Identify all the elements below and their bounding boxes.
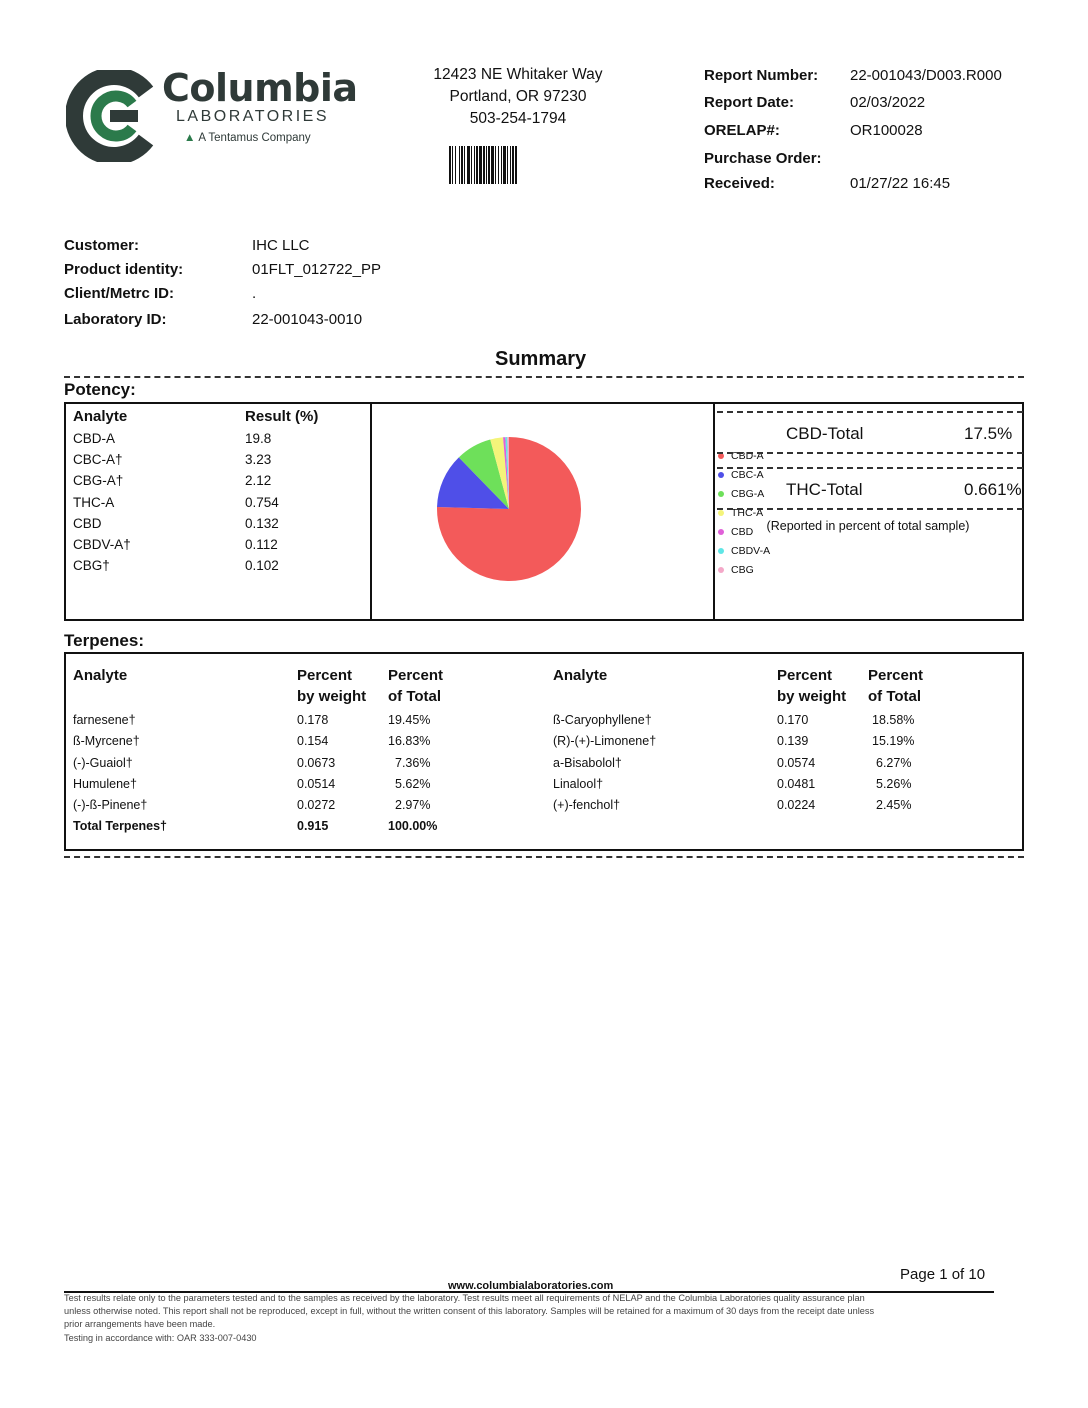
terp-total: 6.27% xyxy=(876,756,912,770)
terp-analyte: a-Bisabolol† xyxy=(553,756,622,770)
terp-total: 2.45% xyxy=(876,798,912,812)
terp-weight: 0.170 xyxy=(777,713,809,727)
cbd-total-bottom-divider xyxy=(717,452,1023,454)
legend-swatch xyxy=(718,453,724,459)
purchase-order-label: Purchase Order: xyxy=(704,150,822,167)
footer-disclaimer-line3: prior arrangements have been made. xyxy=(64,1319,216,1329)
logo-tagline: ▲ A Tentamus Company xyxy=(184,132,311,144)
lab-phone: 503-254-1794 xyxy=(469,110,567,127)
terp-weight: 0.178 xyxy=(297,713,329,727)
legend-label: CBC-A xyxy=(731,469,764,481)
summary-title: Summary xyxy=(495,348,587,370)
potency-divider-1 xyxy=(370,404,372,619)
tentamus-leaf-icon: ▲ xyxy=(184,132,196,144)
terp-weight: 0.0574 xyxy=(777,756,816,770)
terpenes-title: Terpenes: xyxy=(64,631,144,650)
legend-swatch xyxy=(718,510,724,516)
terpenes-table xyxy=(64,652,1024,851)
legend-swatch xyxy=(718,567,724,573)
terp-total: 18.58% xyxy=(872,713,915,727)
orelap-value: OR100028 xyxy=(850,122,923,139)
terp-total-header-left: Percent of Total xyxy=(388,667,444,705)
thc-total-bottom-divider xyxy=(717,508,1023,510)
product-identity-label: Product identity: xyxy=(64,261,184,278)
logo-subtitle: LABORATORIES xyxy=(176,108,329,125)
terp-total-weight: 0.915 xyxy=(297,819,329,833)
report-number-label: Report Number: xyxy=(704,67,819,84)
customer-label: Customer: xyxy=(64,237,140,254)
terp-total: 5.26% xyxy=(876,777,912,791)
potency-table xyxy=(64,402,1024,621)
thc-total-label: THC-Total xyxy=(786,480,863,499)
columbia-c-logo-icon xyxy=(66,70,158,162)
potency-result: 19.8 xyxy=(245,431,272,446)
terp-weight: 0.154 xyxy=(297,734,329,748)
potency-analyte: CBD-A xyxy=(73,431,116,446)
legend-label: CBG-A xyxy=(731,488,765,500)
barcode-icon xyxy=(449,146,571,184)
legend-item-cbg xyxy=(718,564,754,576)
terp-weight: 0.0272 xyxy=(297,798,336,812)
terp-analyte: Linalool† xyxy=(553,777,604,791)
terp-analyte: ß-Caryophyllene† xyxy=(553,713,652,727)
laboratory-id-value: 22-001043-0010 xyxy=(252,311,363,328)
laboratory-id-label: Laboratory ID: xyxy=(64,311,167,328)
terp-weight-header-right: Percent by weight xyxy=(777,667,847,705)
logo-wordmark: Columbia xyxy=(162,66,358,110)
footer-testing-standard: Testing in accordance with: OAR 333-007-0430 xyxy=(64,1333,257,1343)
terp-total: 19.45% xyxy=(388,713,431,727)
report-date-value: 02/03/2022 xyxy=(850,94,926,111)
potency-analyte: CBG-A† xyxy=(73,473,124,488)
received-value: 01/27/22 16:45 xyxy=(850,175,951,192)
terp-weight: 0.0673 xyxy=(297,756,336,770)
terp-weight-header-left: Percent by weight xyxy=(297,667,367,705)
potency-result-header: Result (%) xyxy=(245,408,319,425)
terp-analyte: (-)-ß-Pinene† xyxy=(73,798,148,812)
thc-total-value: 0.661% xyxy=(964,480,1022,499)
thc-total-top-divider xyxy=(717,467,1023,469)
report-number-value: 22-001043/D003.R000 xyxy=(850,67,1002,84)
potency-title: Potency: xyxy=(64,380,136,399)
potency-analyte: CBC-A† xyxy=(73,452,123,467)
terp-analyte-header-left: Analyte xyxy=(73,667,128,684)
terp-total-header-right: Percent of Total xyxy=(868,667,924,705)
legend-label: CBD xyxy=(731,526,754,538)
terp-analyte: (-)-Guaiol† xyxy=(73,756,133,770)
terp-analyte: (+)-fenchol† xyxy=(553,798,621,812)
potency-analyte: CBG† xyxy=(73,558,110,573)
received-label: Received: xyxy=(704,175,775,192)
terp-total-analyte: Total Terpenes† xyxy=(73,819,168,833)
legend-item-cbdv-a xyxy=(718,545,770,557)
potency-analyte: THC-A xyxy=(73,495,115,510)
page-number: Page 1 of 10 xyxy=(900,1266,986,1283)
terp-total: 2.97% xyxy=(395,798,431,812)
cbd-total-label: CBD-Total xyxy=(786,424,864,443)
cbd-total-value: 17.5% xyxy=(964,424,1013,443)
potency-result: 3.23 xyxy=(245,452,272,467)
potency-result: 0.102 xyxy=(245,558,279,573)
report-date-label: Report Date: xyxy=(704,94,795,111)
terp-weight: 0.0481 xyxy=(777,777,816,791)
footer-disclaimer-line2: unless otherwise noted. This report shall not be reproduced, except in full, without the written consent of this laboratory. Samples will be retained for a maximum of 30 days from the receipt date unless xyxy=(64,1306,875,1316)
terp-total-total: 100.00% xyxy=(388,819,438,833)
legend-label: CBD-A xyxy=(731,450,764,462)
client-metrc-value: . xyxy=(252,285,257,302)
terp-total: 7.36% xyxy=(395,756,431,770)
legend-label: THC-A xyxy=(731,507,764,519)
terp-analyte: farnesene† xyxy=(73,713,136,727)
terp-total: 16.83% xyxy=(388,734,431,748)
legend-label: CBG xyxy=(731,564,754,576)
potency-analyte: CBD xyxy=(73,516,102,531)
potency-result: 0.112 xyxy=(245,537,278,552)
terp-total: 5.62% xyxy=(395,777,431,791)
terp-analyte: Humulene† xyxy=(73,777,137,791)
potency-result: 0.754 xyxy=(245,495,279,510)
lab-address-line2: Portland, OR 97230 xyxy=(449,88,587,105)
legend-label: CBDV-A xyxy=(731,545,771,557)
potency-divider-2 xyxy=(713,404,715,619)
terp-total: 15.19% xyxy=(872,734,915,748)
legend-item-cbg-a xyxy=(718,488,764,500)
terp-weight: 0.139 xyxy=(777,734,809,748)
potency-result: 2.12 xyxy=(245,473,272,488)
terp-weight: 0.0514 xyxy=(297,777,336,791)
summary-divider xyxy=(64,376,1024,378)
lab-address-line1: 12423 NE Whitaker Way xyxy=(433,66,603,83)
legend-swatch xyxy=(718,472,724,478)
potency-result: 0.132 xyxy=(245,516,279,531)
legend-item-cbc-a xyxy=(718,469,764,481)
terpenes-bottom-divider xyxy=(64,856,1024,858)
footer-website-link[interactable]: www.columbialaboratories.com xyxy=(448,1280,614,1292)
terp-analyte: (R)-(+)-Limonene† xyxy=(553,734,657,748)
potency-analyte: CBDV-A† xyxy=(73,537,131,552)
lab-logo xyxy=(66,66,356,166)
client-metrc-label: Client/Metrc ID: xyxy=(64,285,175,302)
legend-swatch xyxy=(718,491,724,497)
product-identity-value: 01FLT_012722_PP xyxy=(252,261,381,278)
footer-disclaimer-line1: Test results relate only to the parameters tested and to the samples as received by the laboratory. Test results meet all requirements of NELAP and the Columbia Laboratories quality assurance plan xyxy=(64,1293,865,1303)
potency-analyte-header: Analyte xyxy=(73,408,128,425)
customer-value: IHC LLC xyxy=(252,237,310,254)
orelap-label: ORELAP#: xyxy=(704,122,780,139)
potency-note: (Reported in percent of total sample) xyxy=(766,519,970,533)
terp-weight: 0.0224 xyxy=(777,798,816,812)
cbd-total-top-divider xyxy=(717,411,1023,413)
potency-pie-chart xyxy=(434,434,584,584)
terp-analyte: ß-Myrcene† xyxy=(73,734,140,748)
terp-analyte-header-right: Analyte xyxy=(553,667,608,684)
legend-swatch xyxy=(718,548,724,554)
